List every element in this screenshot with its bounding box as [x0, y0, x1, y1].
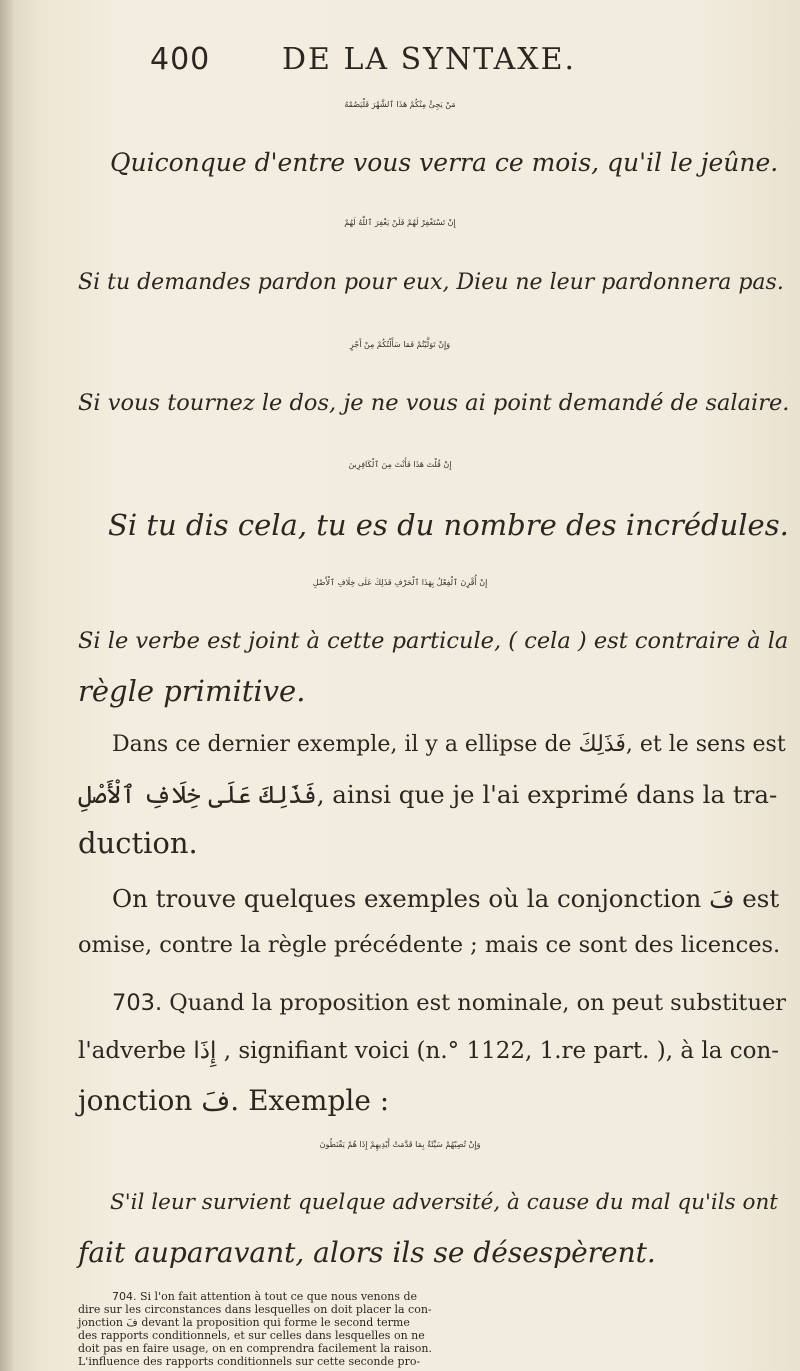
translation-3: Si vous tournez le dos, je ne vous ai point demandé de salaire. [78, 390, 790, 416]
arabic-example-3: وَإِنْ تَوَلَّيْتُمْ فَمَا سَأَلْتُكُمْ مِنْ أَجْرٍ [349, 340, 451, 349]
translation-4: Si tu dis cela, tu es du nombre des incrédules. [108, 508, 789, 542]
section-703-line-1 [112, 990, 786, 1016]
translation-5-line-1: Si le verbe est joint à cette particule, ( cela ) est contraire à la [78, 628, 789, 654]
translation-5-line-2: règle primitive. [78, 674, 306, 708]
arabic-example-2: إِنْ تَسْتَغْفِرْ لَهُمْ فَلَنْ يَغْفِرَ ٱللّٰهُ لَهُمْ [344, 218, 456, 227]
page-gutter-shadow [0, 0, 14, 1371]
running-title: DE LA SYNTAXE. [282, 42, 577, 77]
section-704-line-3: jonction فَ devant la proposition qui forme le second terme [78, 1316, 410, 1329]
section-704-line-6: L'influence des rapports conditionnels sur cette seconde pro- [78, 1355, 421, 1368]
section-number-703: 703. [112, 990, 163, 1016]
arabic-example-1: مَنْ يَجِئْ مِنْكُمْ هَذَا ٱلشَّهْرَ فَلْيَصُمْهُ [344, 100, 456, 109]
running-head [150, 42, 750, 77]
section-number-704: 704. [112, 1290, 137, 1303]
paragraph-omission-line-1: On trouve quelques exemples où la conjonction فَ est [112, 884, 780, 913]
section-703-line-3: jonction فَ. Exemple : [78, 1084, 390, 1117]
translation-6-line-1: S'il leur survient quelque adversité, à cause du mal qu'ils ont [110, 1190, 778, 1215]
paragraph-omission-line-2: omise, contre la règle précédente ; mais ce sont des licences. [78, 932, 781, 958]
section-703-text: Quand la proposition est nominale, on peut substituer [169, 990, 787, 1016]
paragraph-ellipsis-line-1: Dans ce dernier exemple, il y a ellipse de فَذَلِكَ, et le sens est [112, 732, 786, 757]
section-704-line-5: doit pas en faire usage, on en comprendra facilement la raison. [78, 1342, 432, 1355]
section-704-line-1 [112, 1290, 417, 1303]
arabic-example-4: إِنْ قُلْتَ هَذَا فَأَنْتَ مِنَ ٱلْكَافِرِينَ [348, 460, 452, 469]
translation-2: Si tu demandes pardon pour eux, Dieu ne leur pardonnera pas. [78, 270, 784, 295]
paragraph-ellipsis-line-3: duction. [78, 826, 198, 860]
page-number: 400 [150, 42, 211, 77]
translation-6-line-2: fait auparavant, alors ils se désespèrent. [78, 1236, 656, 1269]
section-704-line-4: des rapports conditionnels, et sur celles dans lesquelles on ne [78, 1329, 425, 1342]
translation-1: Quiconque d'entre vous verra ce mois, qu'il le jeûne. [110, 148, 779, 177]
section-704-line-2: dire sur les circonstances dans lesquelles on doit placer la con- [78, 1303, 432, 1316]
arabic-example-5: إِنْ أُقْرِنَ ٱلْفِعْلُ بِهَذَا ٱلْحَرْفِ فَذَلِكَ عَلَى خِلَافِ ٱلْأَصْلِ [312, 578, 488, 587]
section-703-line-2: l'adverbe إِذَا , signifiant voici (n.° 1122, 1.re part. ), à la con- [78, 1038, 780, 1064]
section-704-text: Si l'on fait attention à tout ce que nous venons de [140, 1290, 418, 1303]
paragraph-ellipsis-line-2: فَذَلِكَ عَلَى خِلَافِ ٱلْأَصْلِ, ainsi que je l'ai exprimé dans la tra- [78, 780, 778, 809]
arabic-example-6: وَإِنْ تُصِبْهُمْ سَيِّئَةٌ بِمَا قَدَّمَتْ أَيْدِيهِمْ إِذَا هُمْ يَقْنَطُونَ [319, 1140, 481, 1149]
